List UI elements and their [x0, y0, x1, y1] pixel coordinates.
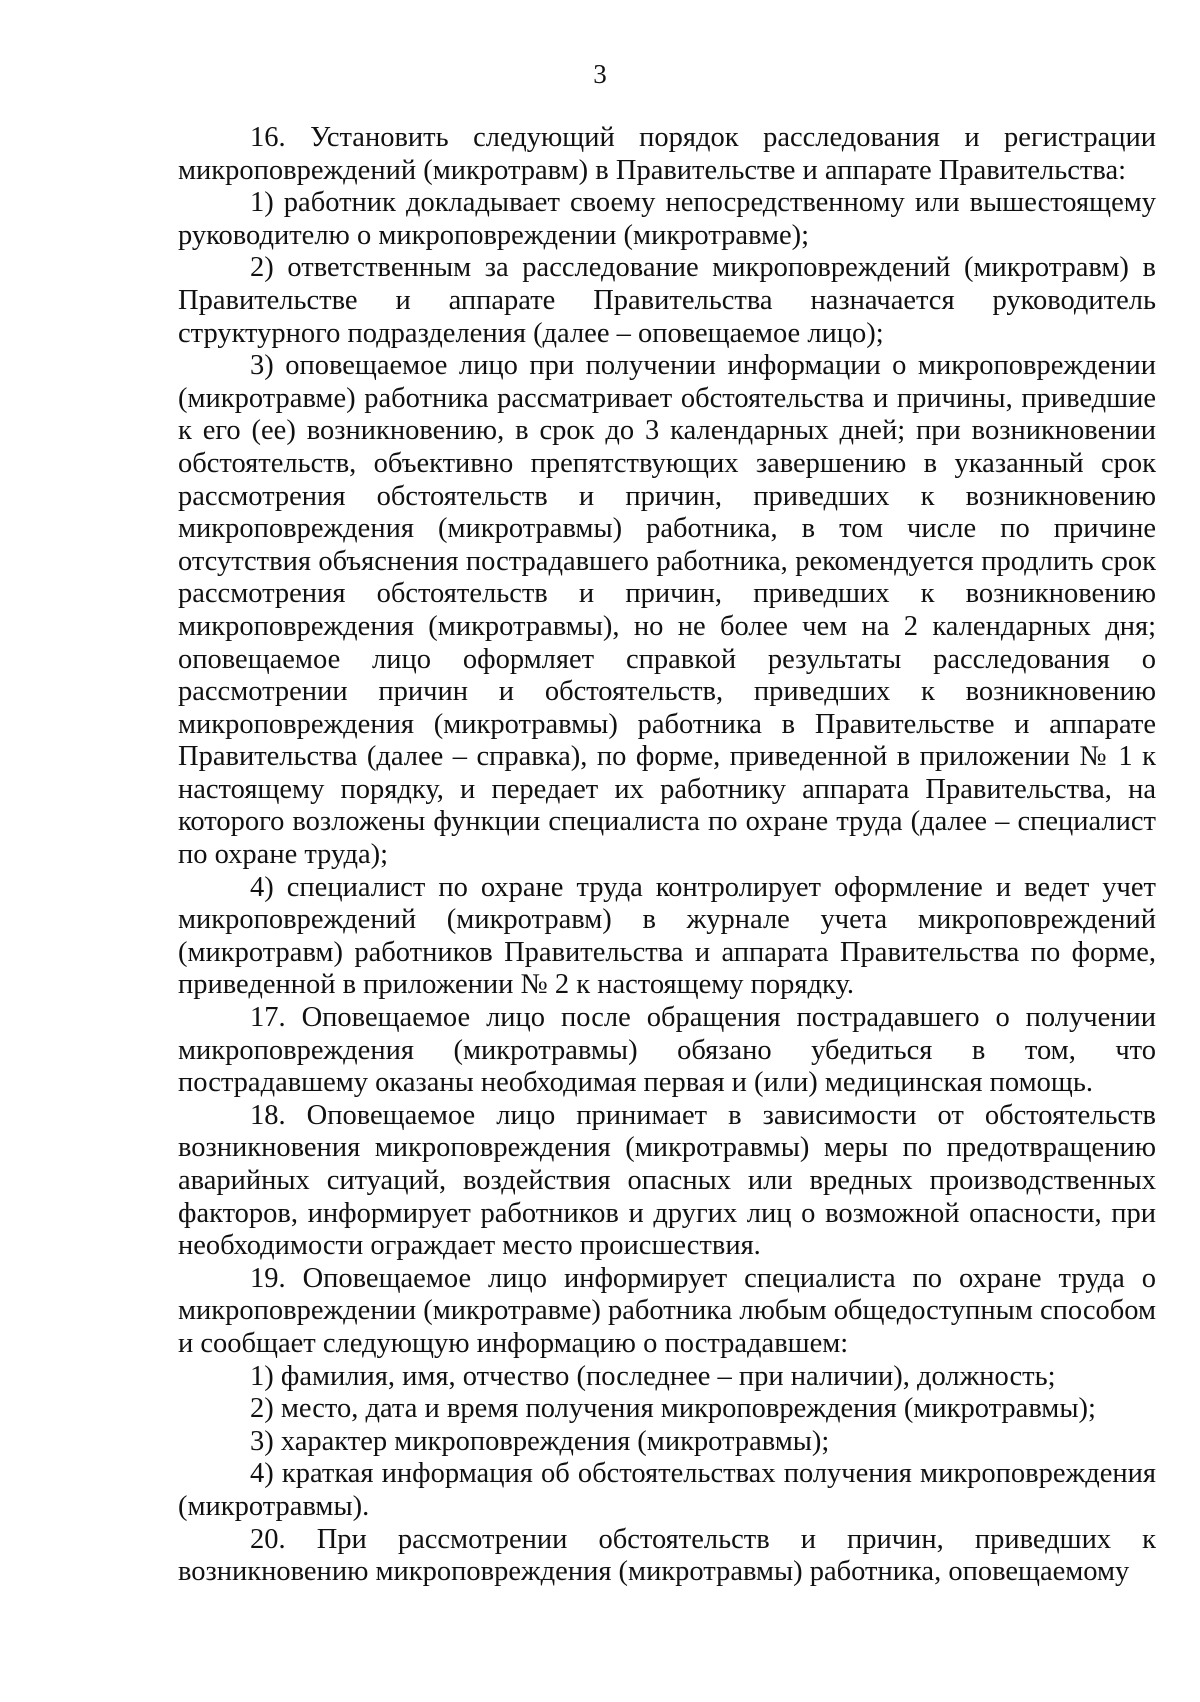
list-item-19-4: 4) краткая информация об обстоятельствах получения микроповреждения (микротравмы). — [178, 1458, 1156, 1522]
list-item-19-1: 1) фамилия, имя, отчество (последнее – при наличии), должность; — [250, 1360, 1056, 1392]
list-item-19-3: 3) характер микроповреждения (микротравмы); — [250, 1425, 830, 1457]
list-item-16-1: 1) работник докладывает своему непосредственному или вышестоящему руководителю о микроповреждении (микротравме); — [178, 187, 1156, 251]
paragraph-19: 19. Оповещаемое лицо информирует специалиста по охране труда о микроповреждении (микротравме) работника любым общедоступным способом и сообщает следующую информацию о пострадавшем: — [178, 1262, 1156, 1359]
paragraph-17: 17. Оповещаемое лицо после обращения пострадавшего о получении микроповреждения (микротравмы) обязано убедиться в том, что пострадавшему оказаны необходимая первая и (или) медицинская помощь. — [178, 1002, 1156, 1099]
page-number: 3 — [593, 59, 607, 89]
document-body — [178, 122, 1156, 1589]
list-item-16-2: 2) ответственным за расследование микроповреждений (микротравм) в Правительстве и аппарате Правительства назначается руководитель структурного подразделения (далее – оповещаемое лицо); — [178, 252, 1156, 349]
list-item-19-2: 2) место, дата и время получения микроповреждения (микротравмы); — [250, 1393, 1096, 1425]
paragraph-20: 20. При рассмотрении обстоятельств и причин, приведших к возникновению микроповреждения (микротравмы) работника, оповещаемому — [178, 1523, 1156, 1588]
paragraph-18: 18. Оповещаемое лицо принимает в зависимости от обстоятельств возникновения микроповреждения (микротравмы) меры по предотвращению аварийных ситуаций, воздействия опасных или вредных производственных факторов, информирует работников и других лиц о возможной опасности, при необходимости ограждает место происшествия. — [178, 1099, 1156, 1262]
list-item-16-3: 3) оповещаемое лицо при получении информации о микроповреждении (микротравме) работника рассматривает обстоятельства и причины, приведшие к его (ее) возникновению, в срок до 3 календарных дней; при возникновении обстоятельств, объективно препятствующих завершению в указанный срок рассмотрения обстоятельств и причин, приведших к возникновению микроповреждения (микротравмы) работника, в том числе по причине отсутствия объяснения пострадавшего работника, рекомендуется продлить срок рассмотрения обстоятельств и причин, приведших к возникновению микроповреждения (микротравмы), но не более чем на 2 календарных дня; оповещаемое лицо оформляет справкой результаты расследования о рассмотрении причин и обстоятельств, приведших к возникновению микроповреждения (микротравмы) работника в Правительстве и аппарате Правительства (далее – справка), по форме, приведенной в приложении № 1 к настоящему порядку, и передает их работнику аппарата Правительства, на которого возложены функции специалиста по охране труда (далее – специалист по охране труда); — [178, 350, 1156, 871]
list-item-16-4: 4) специалист по охране труда контролирует оформление и ведет учет микроповреждений (микротравм) в журнале учета микроповреждений (микротравм) работников Правительства и аппарата Правительства по форме, приведенной в приложении № 2 к настоящему порядку. — [178, 871, 1156, 1001]
paragraph-16: 16. Установить следующий порядок расследования и регистрации микроповреждений (микротравм) в Правительстве и аппарате Правительства: — [178, 122, 1156, 186]
